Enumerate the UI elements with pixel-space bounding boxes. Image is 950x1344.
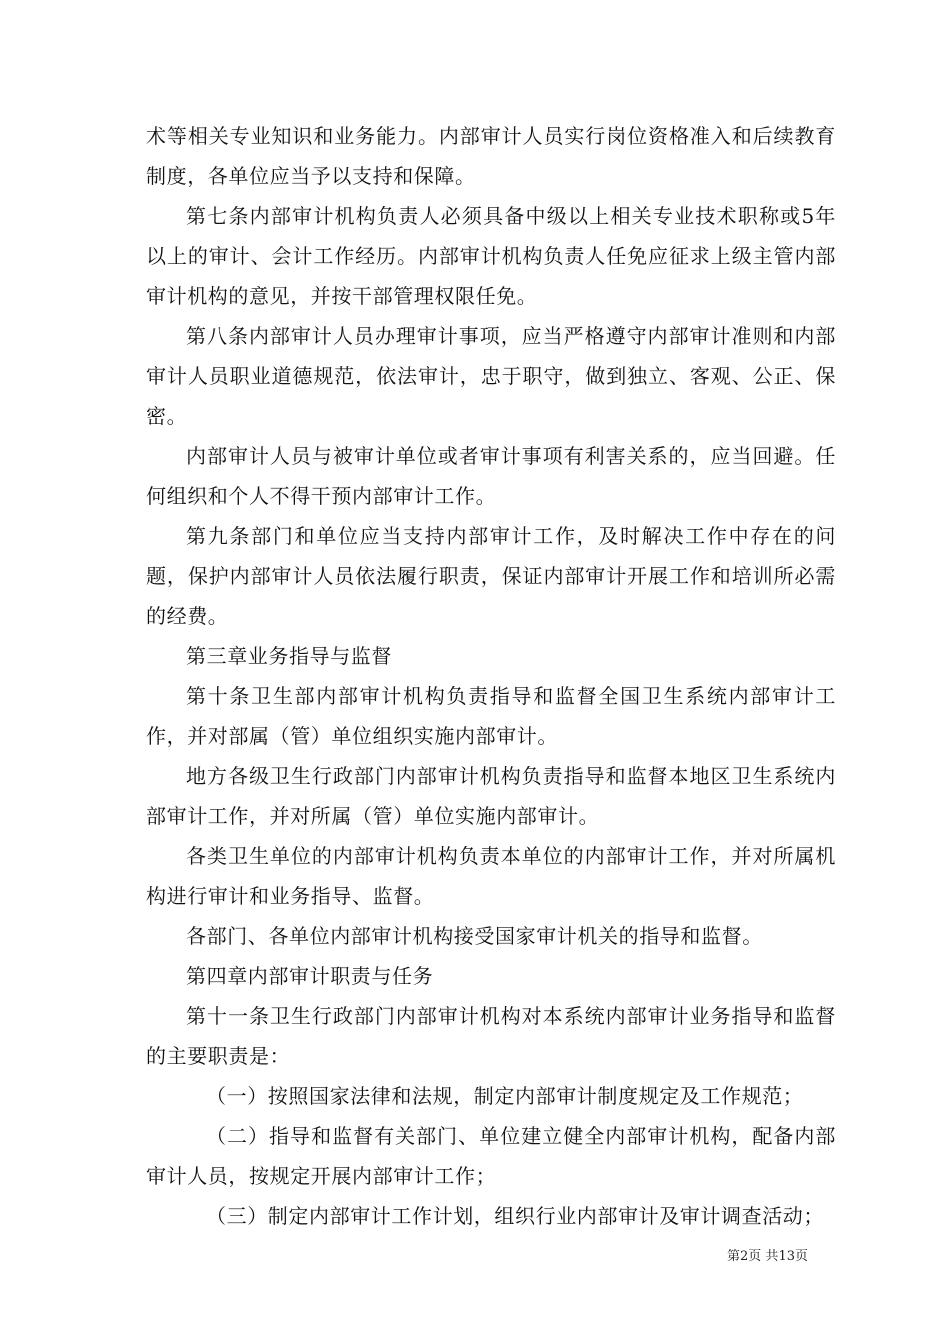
paragraph-article-9: 第九条部门和单位应当支持内部审计工作，及时解决工作中存在的问题，保护内部审计人员依法履行职责，保证内部审计开展工作和培训所必需的经费。: [146, 524, 836, 628]
paragraph-continuation: 术等相关专业知识和业务能力。内部审计人员实行岗位资格准入和后续教育制度，各单位应当予以支持和保障。: [146, 124, 836, 188]
paragraph-article-10: 第十条卫生部内部审计机构负责指导和监督全国卫生系统内部审计工作，并对部属（管）单位组织实施内部审计。: [146, 684, 836, 748]
paragraph-national-audit: 各部门、各单位内部审计机构接受国家审计机关的指导和监督。: [186, 924, 763, 948]
list-item-3: （三）制定内部审计工作计划，组织行业内部审计及审计调查活动；: [206, 1204, 824, 1228]
footer-middle: 页 共: [748, 1249, 779, 1264]
footer-prefix: 第: [727, 1249, 741, 1264]
paragraph-article-8: 第八条内部审计人员办理审计事项，应当严格遵守内部审计准则和内部审计人员职业道德规范，依法审计，忠于职守，做到独立、客观、公正、保密。: [146, 324, 836, 428]
document-body: [146, 116, 836, 1236]
list-item-2: （二）指导和监督有关部门、单位建立健全内部审计机构，配备内部审计人员，按规定开展内部审计工作；: [146, 1124, 836, 1188]
paragraph-recusal: 内部审计人员与被审计单位或者审计事项有利害关系的，应当回避。任何组织和个人不得干预内部审计工作。: [146, 444, 836, 508]
list-item-1: （一）按照国家法律和法规，制定内部审计制度规定及工作规范；: [206, 1084, 804, 1108]
footer-total-pages: 13: [778, 1249, 795, 1264]
footer-suffix: 页: [794, 1249, 808, 1264]
page-footer: [0, 1245, 808, 1264]
footer-current-page: 2: [740, 1249, 749, 1264]
chapter-3-heading: 第三章业务指导与监督: [186, 644, 392, 668]
paragraph-article-7: 第七条内部审计机构负责人必须具备中级以上相关专业技术职称或5年以上的审计、会计工作经历。内部审计机构负责人任免应征求上级主管内部审计机构的意见，并按干部管理权限任免。: [146, 204, 836, 308]
paragraph-health-units: 各类卫生单位的内部审计机构负责本单位的内部审计工作，并对所属机构进行审计和业务指导、监督。: [146, 844, 836, 908]
chapter-4-heading: 第四章内部审计职责与任务: [186, 964, 434, 988]
paragraph-local-departments: 地方各级卫生行政部门内部审计机构负责指导和监督本地区卫生系统内部审计工作，并对所属（管）单位实施内部审计。: [146, 764, 836, 828]
paragraph-article-11: 第十一条卫生行政部门内部审计机构对本系统内部审计业务指导和监督的主要职责是：: [146, 1004, 836, 1068]
